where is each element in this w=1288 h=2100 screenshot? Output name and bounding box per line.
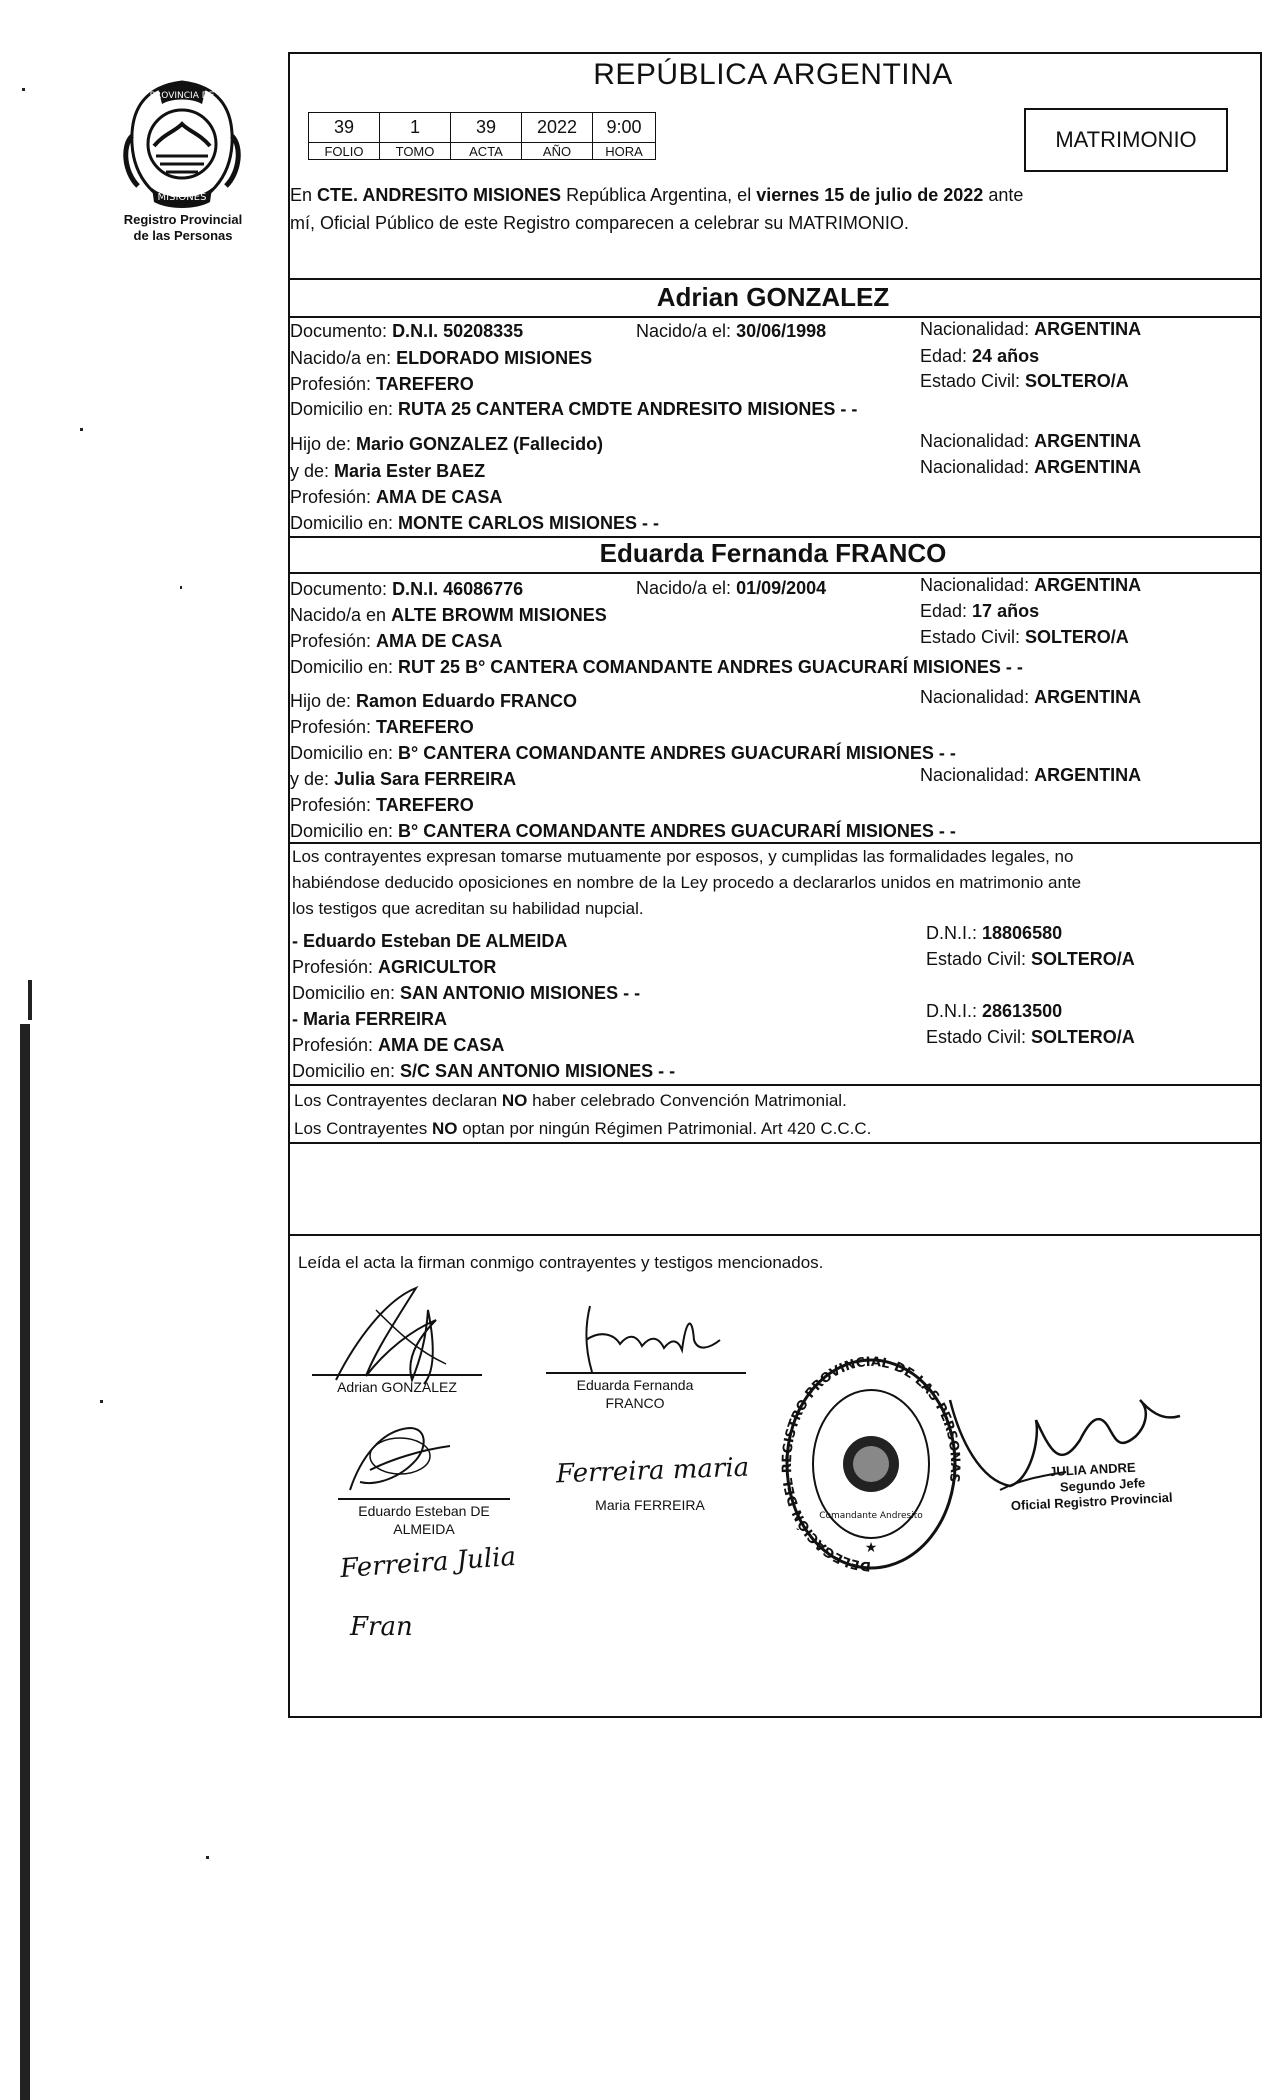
- field-label: Domicilio en:: [292, 1061, 401, 1081]
- intro-line2: mí, Oficial Público de este Registro comparecen a celebrar su MATRIMONIO.: [290, 213, 909, 233]
- signature-line: [546, 1372, 746, 1374]
- handwritten-franco: Fran: [350, 1612, 413, 1642]
- field-value: SOLTERO/A: [1031, 1027, 1135, 1047]
- spouse2-civil-status: [920, 626, 1129, 648]
- spouse2-mother: [290, 768, 516, 790]
- svg-text:Comandante Andresito: Comandante Andresito: [819, 1511, 923, 1521]
- field-value: B° CANTERA COMANDANTE ANDRES GUACURARÍ MISIONES - -: [398, 743, 956, 763]
- field-value: Julia Sara FERREIRA: [334, 769, 517, 789]
- witness1-dni: [926, 922, 1062, 944]
- field-label: y de:: [290, 769, 335, 789]
- field-label: Documento:: [290, 321, 393, 341]
- signature-name-eduarda: [560, 1376, 710, 1412]
- field-value: B° CANTERA COMANDANTE ANDRES GUACURARÍ MISIONES - -: [398, 821, 956, 841]
- field-label: Domicilio en:: [290, 821, 399, 841]
- field-label: Profesión:: [290, 487, 377, 507]
- spouse1-mother: [290, 460, 485, 482]
- field-label: Nacido/a en: [290, 605, 392, 625]
- field-label: Nacido/a el:: [636, 578, 737, 598]
- field-value: ELDORADO MISIONES: [396, 348, 593, 368]
- field-label: Domicilio en:: [290, 399, 399, 419]
- year-label: AÑO: [522, 143, 593, 160]
- intro-text-c: ante: [983, 185, 1024, 205]
- field-label: y de:: [290, 461, 335, 481]
- scan-speck: [80, 428, 83, 431]
- spouse1-father: [290, 433, 603, 455]
- field-value: 18806580: [982, 923, 1063, 943]
- field-value: ARGENTINA: [1034, 687, 1142, 707]
- handwritten-julia-ferreira: Ferreira Julia: [339, 1541, 517, 1585]
- field-label: Hijo de:: [290, 434, 357, 454]
- field-value: S/C SAN ANTONIO MISIONES - -: [400, 1061, 676, 1081]
- scan-speck: [100, 1400, 103, 1403]
- svg-text:MISIONES: MISIONES: [157, 192, 207, 203]
- spouse1-birthdate: [636, 320, 826, 342]
- field-value: RUT 25 B° CANTERA COMANDANTE ANDRES GUACURARÍ MISIONES - -: [398, 657, 1023, 677]
- witness1-address: [292, 982, 640, 1004]
- witness2-dni: [926, 1000, 1062, 1022]
- spouse1-parents-profession: [290, 486, 502, 508]
- closing-statement: Leída el acta la firman conmigo contrayentes y testigos mencionados.: [298, 1253, 824, 1272]
- signature-name-line2: FRANCO: [605, 1395, 665, 1411]
- field-value: Ramon Eduardo FRANCO: [356, 691, 578, 711]
- divider: [290, 1142, 1260, 1144]
- field-value: SOLTERO/A: [1025, 371, 1129, 391]
- official-title: Segundo Jefe: [1059, 1475, 1146, 1495]
- registry-caption-line1: Registro Provincial: [123, 212, 243, 227]
- field-label: Profesión:: [290, 631, 377, 651]
- field-label: D.N.I.:: [926, 1001, 983, 1021]
- field-value: D.N.I. 46086776: [392, 579, 524, 599]
- convention-text: haber celebrado Convención Matrimonial.: [527, 1091, 847, 1110]
- field-value: ARGENTINA: [1034, 319, 1142, 339]
- hour-label: HORA: [593, 143, 656, 160]
- field-value: ALTE BROWM MISIONES: [391, 605, 607, 625]
- spouse1-nationality: [920, 318, 1141, 340]
- official-name: JULIA ANDRE: [1048, 1459, 1136, 1480]
- acta-value: 39: [451, 113, 522, 143]
- field-value: TAREFERO: [376, 795, 474, 815]
- field-label: Profesión:: [292, 1035, 379, 1055]
- witness2-address: [292, 1060, 675, 1082]
- divider: [288, 842, 1260, 844]
- svg-text:DELEGACIÓN DEL REGISTRO PROVIN: DELEGACIÓN DEL REGISTRO PROVINCIAL DE LAS PERSONAS: [779, 1354, 963, 1574]
- folio-value: 39: [309, 113, 380, 143]
- field-value: ARGENTINA: [1034, 431, 1142, 451]
- registry-caption-line2: de las Personas: [133, 228, 233, 243]
- field-value: RUTA 25 CANTERA CMDTE ANDRESITO MISIONES - -: [398, 399, 858, 419]
- convention-emphasis: NO: [501, 1091, 528, 1110]
- declaration-line3: los testigos que acreditan su habilidad nupcial.: [292, 899, 644, 918]
- field-label: Nacionalidad:: [920, 765, 1035, 785]
- witness2-civil-status: [926, 1026, 1135, 1048]
- witness1-name: - Eduardo Esteban DE ALMEIDA: [292, 931, 568, 951]
- field-value: ARGENTINA: [1034, 457, 1142, 477]
- field-value: D.N.I. 50208335: [392, 321, 524, 341]
- spouse1-document: [290, 320, 523, 342]
- spouse1-mother-nationality: [920, 456, 1141, 478]
- intro-date: viernes 15 de julio de 2022: [756, 185, 984, 205]
- spouse1-profession: [290, 373, 474, 395]
- signature-line: [338, 1498, 510, 1500]
- svg-text:PROVINCIA DE: PROVINCIA DE: [149, 91, 215, 101]
- signature-name-eduardo: [334, 1502, 514, 1538]
- field-value: MONTE CARLOS MISIONES - -: [398, 513, 660, 533]
- scan-edge-bar: [20, 1024, 30, 2100]
- signature-name-maria: Maria FERREIRA: [595, 1497, 705, 1513]
- scan-speck: [206, 1856, 209, 1859]
- convention-emphasis: NO: [431, 1119, 458, 1138]
- signature-name-line2: ALMEIDA: [393, 1521, 455, 1537]
- field-label: Hijo de:: [290, 691, 357, 711]
- spouse2-mother-address: [290, 820, 956, 842]
- field-value: AMA DE CASA: [376, 487, 503, 507]
- convention-text: Los Contrayentes declaran: [294, 1091, 502, 1110]
- year-value: 2022: [522, 113, 593, 143]
- field-label: Profesión:: [292, 957, 379, 977]
- witness2-profession: [292, 1034, 504, 1056]
- field-value: ARGENTINA: [1034, 765, 1142, 785]
- official-office: Oficial Registro Provincial: [1010, 1489, 1173, 1514]
- field-label: Domicilio en:: [290, 743, 399, 763]
- field-label: Documento:: [290, 579, 393, 599]
- signature-line: [312, 1374, 482, 1376]
- spouse2-nationality: [920, 574, 1141, 596]
- spouse2-mother-nationality: [920, 764, 1141, 786]
- field-value: 30/06/1998: [736, 321, 827, 341]
- divider: [290, 1084, 1260, 1086]
- spouse2-name: Eduarda Fernanda FRANCO: [599, 538, 947, 568]
- document-title: REPÚBLICA ARGENTINA: [593, 58, 953, 91]
- field-label: Estado Civil:: [926, 1027, 1032, 1047]
- field-label: Edad:: [920, 601, 973, 621]
- field-label: Nacionalidad:: [920, 457, 1035, 477]
- spouse2-father-profession: [290, 716, 474, 738]
- field-label: Domicilio en:: [290, 657, 399, 677]
- field-value: SOLTERO/A: [1025, 627, 1129, 647]
- field-value: Mario GONZALEZ (Fallecido): [356, 434, 604, 454]
- official-seal: [776, 1352, 966, 1592]
- spouse2-birthplace: [290, 604, 607, 626]
- intro-text-a: En: [290, 185, 318, 205]
- spouse1-father-nationality: [920, 430, 1141, 452]
- signature-name-line1: Eduarda Fernanda: [576, 1377, 694, 1393]
- intro-place: CTE. ANDRESITO MISIONES: [317, 185, 562, 205]
- field-value: 28613500: [982, 1001, 1063, 1021]
- spouse1-name: Adrian GONZALEZ: [656, 282, 890, 312]
- spouse1-birthplace: [290, 347, 592, 369]
- declaration-line2: habiéndose deducido oposiciones en nombre de la Ley procedo a declararlos unidos en matrimonio ante: [292, 873, 1082, 892]
- tomo-label: TOMO: [380, 143, 451, 160]
- spouse2-birthdate: [636, 577, 826, 599]
- field-value: 24 años: [972, 346, 1040, 366]
- field-label: Nacido/a el:: [636, 321, 737, 341]
- divider: [288, 278, 1260, 280]
- spouse2-document: [290, 578, 523, 600]
- signature-eduardo-almeida: [330, 1420, 470, 1500]
- field-label: Profesión:: [290, 717, 377, 737]
- field-label: Domicilio en:: [292, 983, 401, 1003]
- field-label: Estado Civil:: [920, 371, 1026, 391]
- field-label: Domicilio en:: [290, 513, 399, 533]
- witness2-name: - Maria FERREIRA: [292, 1009, 448, 1029]
- field-label: Nacido/a en:: [290, 348, 397, 368]
- field-value: 17 años: [972, 601, 1040, 621]
- convention-text: Los Contrayentes: [294, 1119, 432, 1138]
- spouse1-parents-address: [290, 512, 659, 534]
- spouse2-father-nationality: [920, 686, 1141, 708]
- record-index-table: [308, 112, 656, 160]
- field-value: SAN ANTONIO MISIONES - -: [400, 983, 641, 1003]
- scan-speck: [28, 980, 32, 1020]
- acta-label: ACTA: [451, 143, 522, 160]
- signature-eduarda-franco: [570, 1300, 740, 1380]
- spouse2-mother-profession: [290, 794, 474, 816]
- spouse2-address: [290, 656, 1023, 678]
- field-label: Edad:: [920, 346, 973, 366]
- witness1-civil-status: [926, 948, 1135, 970]
- field-value: AMA DE CASA: [378, 1035, 505, 1055]
- spouse2-profession: [290, 630, 502, 652]
- field-label: D.N.I.:: [926, 923, 983, 943]
- divider: [290, 1234, 1260, 1236]
- signature-name-line1: Eduardo Esteban DE: [358, 1503, 490, 1519]
- folio-label: FOLIO: [309, 143, 380, 160]
- field-label: Estado Civil:: [920, 627, 1026, 647]
- field-value: Maria Ester BAEZ: [334, 461, 486, 481]
- field-label: Profesión:: [290, 795, 377, 815]
- intro-line1: [290, 184, 1023, 206]
- convention-line1: [294, 1090, 847, 1112]
- scan-speck: [180, 586, 182, 589]
- signature-name-adrian: Adrian GONZALEZ: [337, 1379, 457, 1395]
- tomo-value: 1: [380, 113, 451, 143]
- spouse1-age: [920, 345, 1039, 367]
- field-label: Estado Civil:: [926, 949, 1032, 969]
- spouse1-civil-status: [920, 370, 1129, 392]
- field-value: AMA DE CASA: [376, 631, 503, 651]
- field-value: 01/09/2004: [736, 578, 827, 598]
- hour-value: 9:00: [593, 113, 656, 143]
- field-label: Nacionalidad:: [920, 319, 1035, 339]
- scan-speck: [22, 88, 25, 91]
- field-value: SOLTERO/A: [1031, 949, 1135, 969]
- field-label: Profesión:: [290, 374, 377, 394]
- witness1-profession: [292, 956, 496, 978]
- record-type-box: MATRIMONIO: [1024, 108, 1228, 172]
- field-value: TAREFERO: [376, 374, 474, 394]
- convention-text: optan por ningún Régimen Patrimonial. Art 420 C.C.C.: [457, 1119, 872, 1138]
- field-value: ARGENTINA: [1034, 575, 1142, 595]
- field-label: Nacionalidad:: [920, 687, 1035, 707]
- declaration-line1: Los contrayentes expresan tomarse mutuamente por esposos, y cumplidas las formalidades legales, no: [292, 847, 1074, 866]
- field-label: Nacionalidad:: [920, 575, 1035, 595]
- spouse2-father-address: [290, 742, 956, 764]
- coat-of-arms-logo: [118, 76, 246, 212]
- spouse1-address: [290, 398, 857, 420]
- field-value: TAREFERO: [376, 717, 474, 737]
- spouse2-age: [920, 600, 1039, 622]
- svg-text:★: ★: [864, 1539, 878, 1555]
- spouse2-father: [290, 690, 577, 712]
- intro-text-b: República Argentina, el: [561, 185, 757, 205]
- scan-speck: [26, 1440, 29, 1458]
- field-value: AGRICULTOR: [378, 957, 497, 977]
- field-label: Nacionalidad:: [920, 431, 1035, 451]
- official-stamp-text: [1009, 1458, 1173, 1514]
- convention-line2: [294, 1118, 871, 1140]
- registry-caption: [98, 212, 268, 244]
- handwritten-maria-ferreira: Ferreira maria: [555, 1452, 750, 1490]
